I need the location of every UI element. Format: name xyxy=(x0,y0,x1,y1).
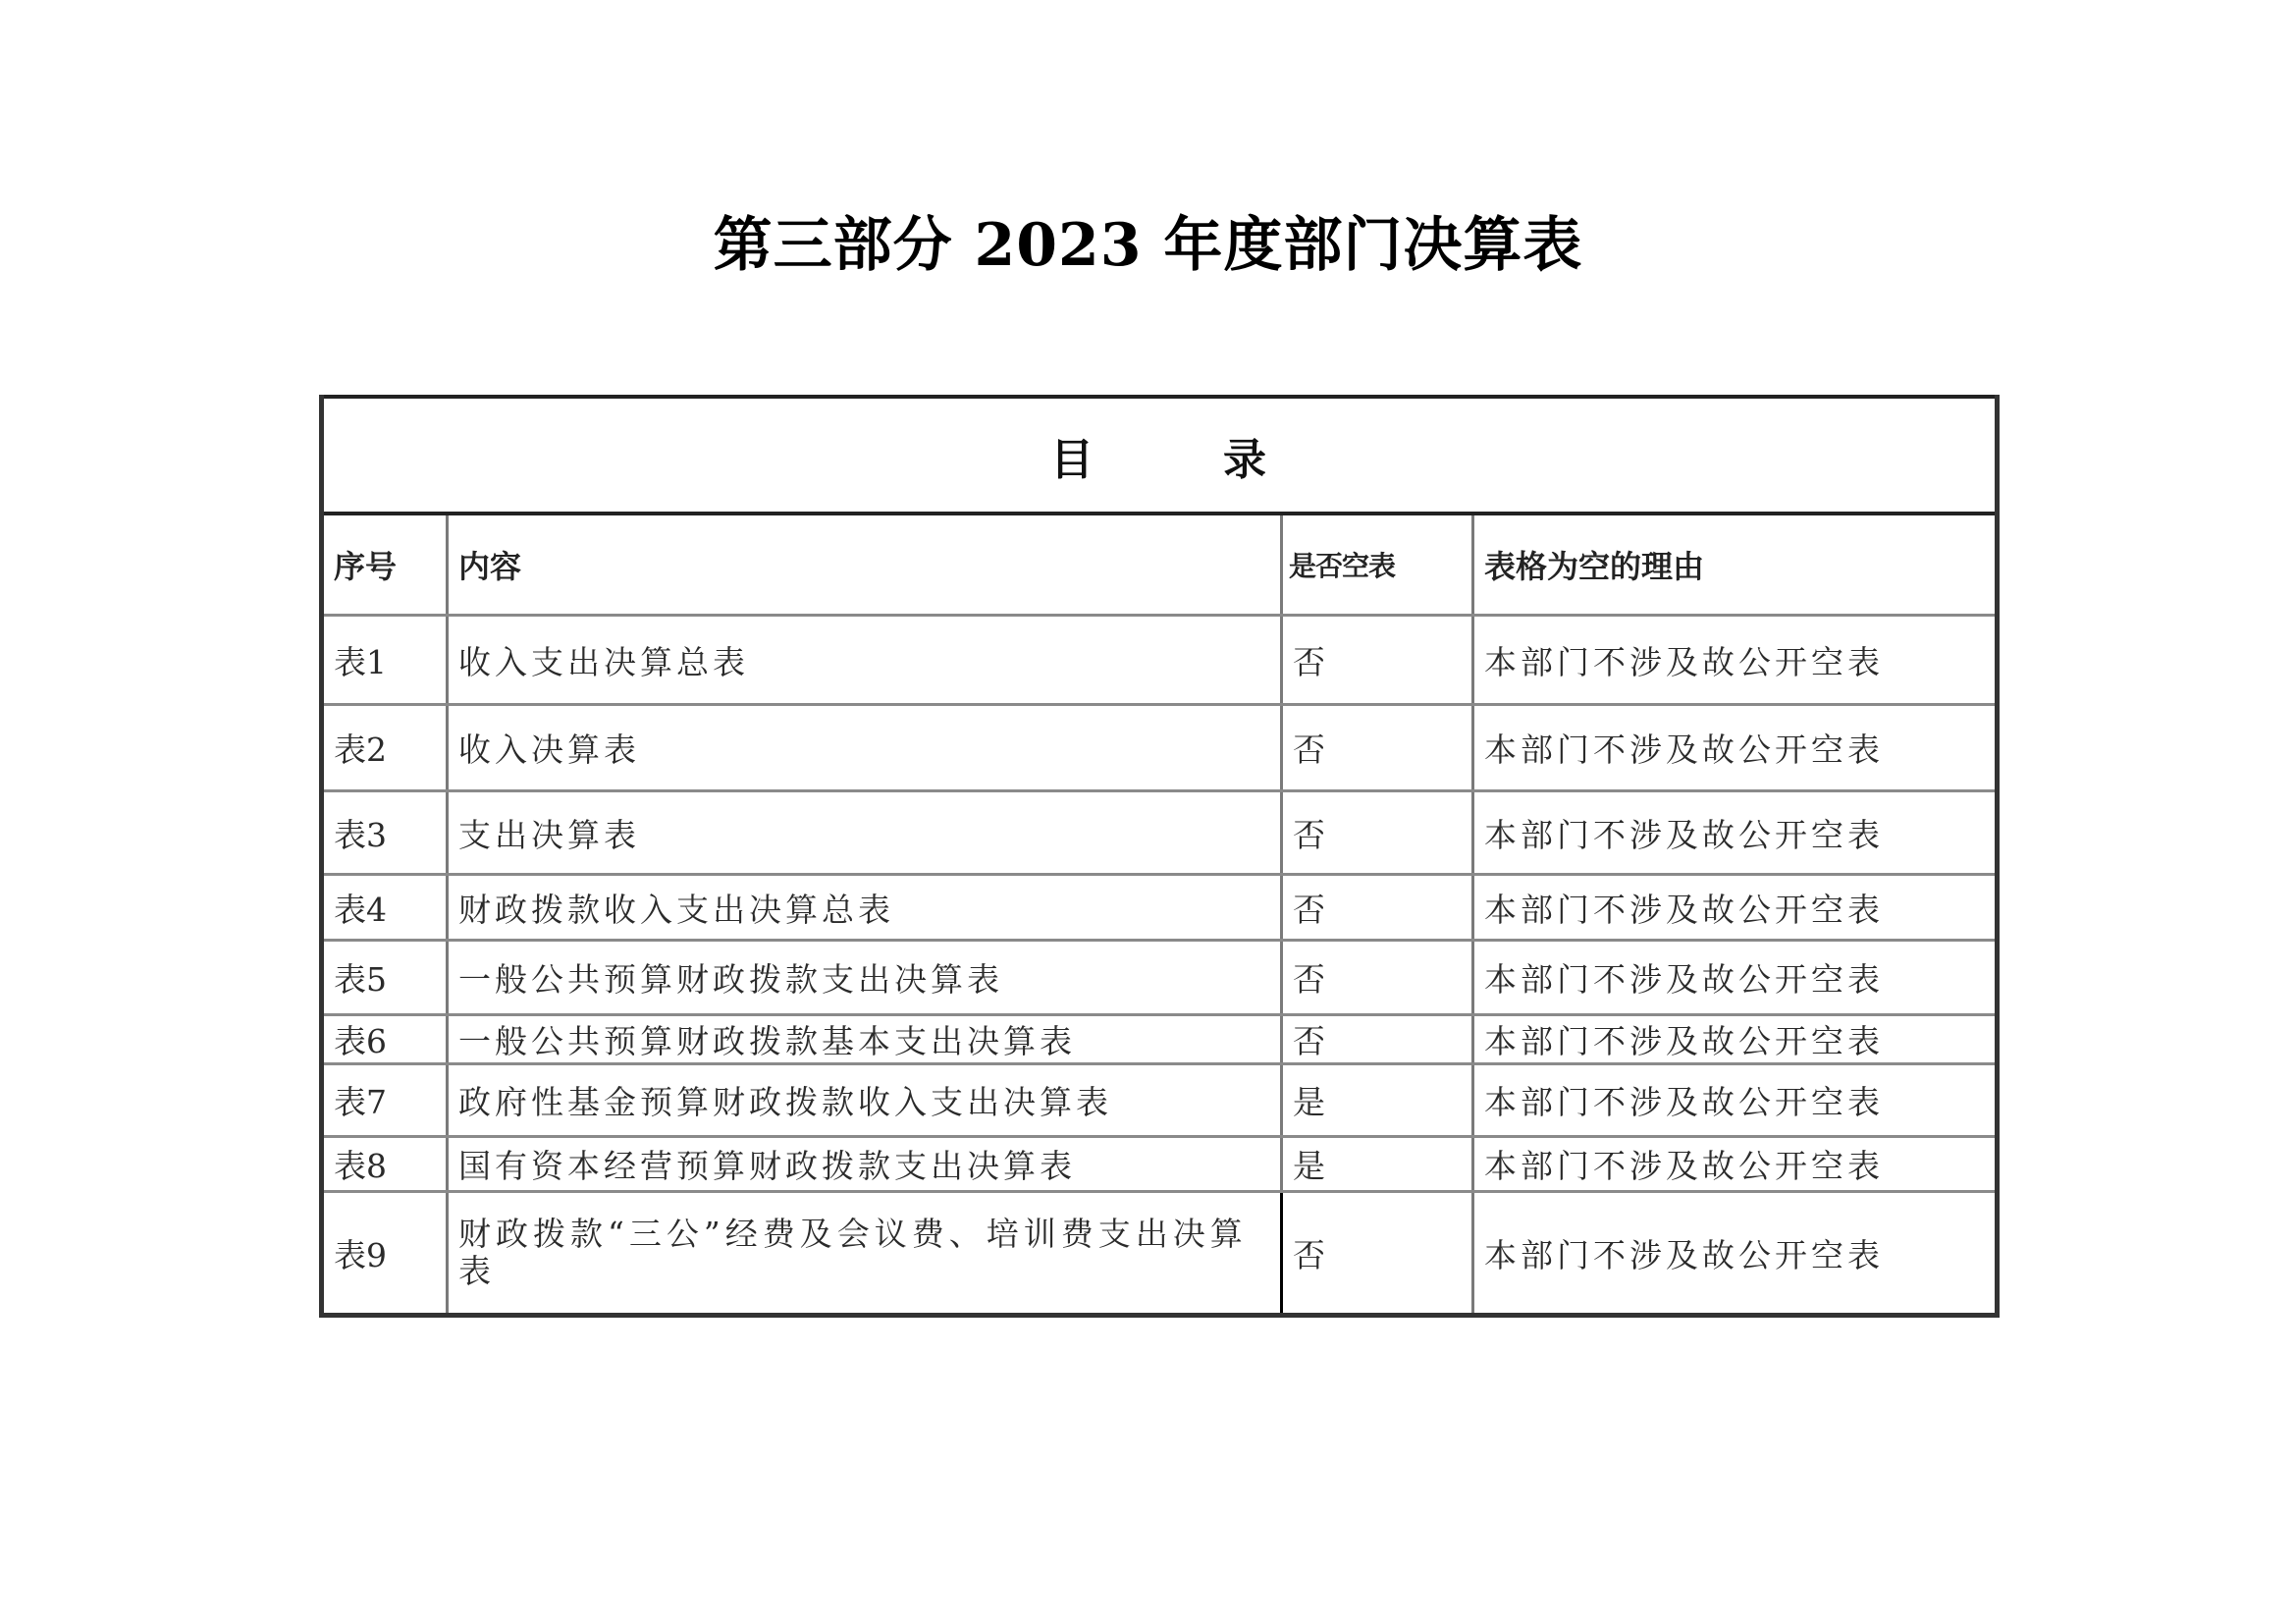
row-empty: 否 xyxy=(1282,941,1473,1015)
page-title: 第三部分 2023 年度部门决算表 xyxy=(713,211,1583,280)
table-row xyxy=(322,1192,1998,1316)
row-empty: 否 xyxy=(1282,1192,1473,1316)
toc-caption-left: 目 xyxy=(1050,434,1095,485)
row-empty: 否 xyxy=(1282,791,1473,875)
row-reason: 本部门不涉及故公开空表 xyxy=(1473,941,1998,1015)
toc-caption-right: 录 xyxy=(1223,434,1268,485)
row-content: 国有资本经营预算财政拨款支出决算表 xyxy=(448,1137,1282,1192)
row-no: 表5 xyxy=(322,941,448,1015)
row-content: 政府性基金预算财政拨款收入支出决算表 xyxy=(448,1064,1282,1137)
row-content: 支出决算表 xyxy=(448,791,1282,875)
row-no: 表6 xyxy=(322,1015,448,1064)
row-no: 表9 xyxy=(322,1192,448,1316)
row-content: 财政拨款“三公”经费及会议费、培训费支出决算表 xyxy=(448,1192,1282,1316)
row-empty: 否 xyxy=(1282,705,1473,791)
row-content: 收入支出决算总表 xyxy=(448,616,1282,705)
row-reason: 本部门不涉及故公开空表 xyxy=(1473,616,1998,705)
row-no: 表1 xyxy=(322,616,448,705)
header-content: 内容 xyxy=(448,514,1282,616)
row-reason: 本部门不涉及故公开空表 xyxy=(1473,1137,1998,1192)
row-empty: 否 xyxy=(1282,616,1473,705)
table-header-row xyxy=(322,514,1998,616)
row-empty: 是 xyxy=(1282,1137,1473,1192)
table-row xyxy=(322,1064,1998,1137)
toc-caption-row xyxy=(322,397,1998,514)
row-reason: 本部门不涉及故公开空表 xyxy=(1473,705,1998,791)
row-reason: 本部门不涉及故公开空表 xyxy=(1473,791,1998,875)
row-no: 表3 xyxy=(322,791,448,875)
row-no: 表4 xyxy=(322,875,448,941)
header-empty: 是否空表 xyxy=(1282,514,1473,616)
row-no: 表8 xyxy=(322,1137,448,1192)
row-reason: 本部门不涉及故公开空表 xyxy=(1473,875,1998,941)
row-empty: 否 xyxy=(1282,875,1473,941)
row-content: 一般公共预算财政拨款支出决算表 xyxy=(448,941,1282,1015)
table-row xyxy=(322,705,1998,791)
row-content: 财政拨款收入支出决算总表 xyxy=(448,875,1282,941)
header-no: 序号 xyxy=(322,514,448,616)
table-row xyxy=(322,791,1998,875)
toc-table xyxy=(319,395,2000,1318)
table-row xyxy=(322,1137,1998,1192)
table-row xyxy=(322,1015,1998,1064)
row-empty: 否 xyxy=(1282,1015,1473,1064)
header-reason: 表格为空的理由 xyxy=(1473,514,1998,616)
row-content: 收入决算表 xyxy=(448,705,1282,791)
row-no: 表7 xyxy=(322,1064,448,1137)
row-empty: 是 xyxy=(1282,1064,1473,1137)
row-no: 表2 xyxy=(322,705,448,791)
table-row xyxy=(322,616,1998,705)
table-row xyxy=(322,875,1998,941)
row-content: 一般公共预算财政拨款基本支出决算表 xyxy=(448,1015,1282,1064)
toc-caption xyxy=(322,397,1998,514)
row-reason: 本部门不涉及故公开空表 xyxy=(1473,1015,1998,1064)
table-row xyxy=(322,941,1998,1015)
row-reason: 本部门不涉及故公开空表 xyxy=(1473,1192,1998,1316)
row-reason: 本部门不涉及故公开空表 xyxy=(1473,1064,1998,1137)
